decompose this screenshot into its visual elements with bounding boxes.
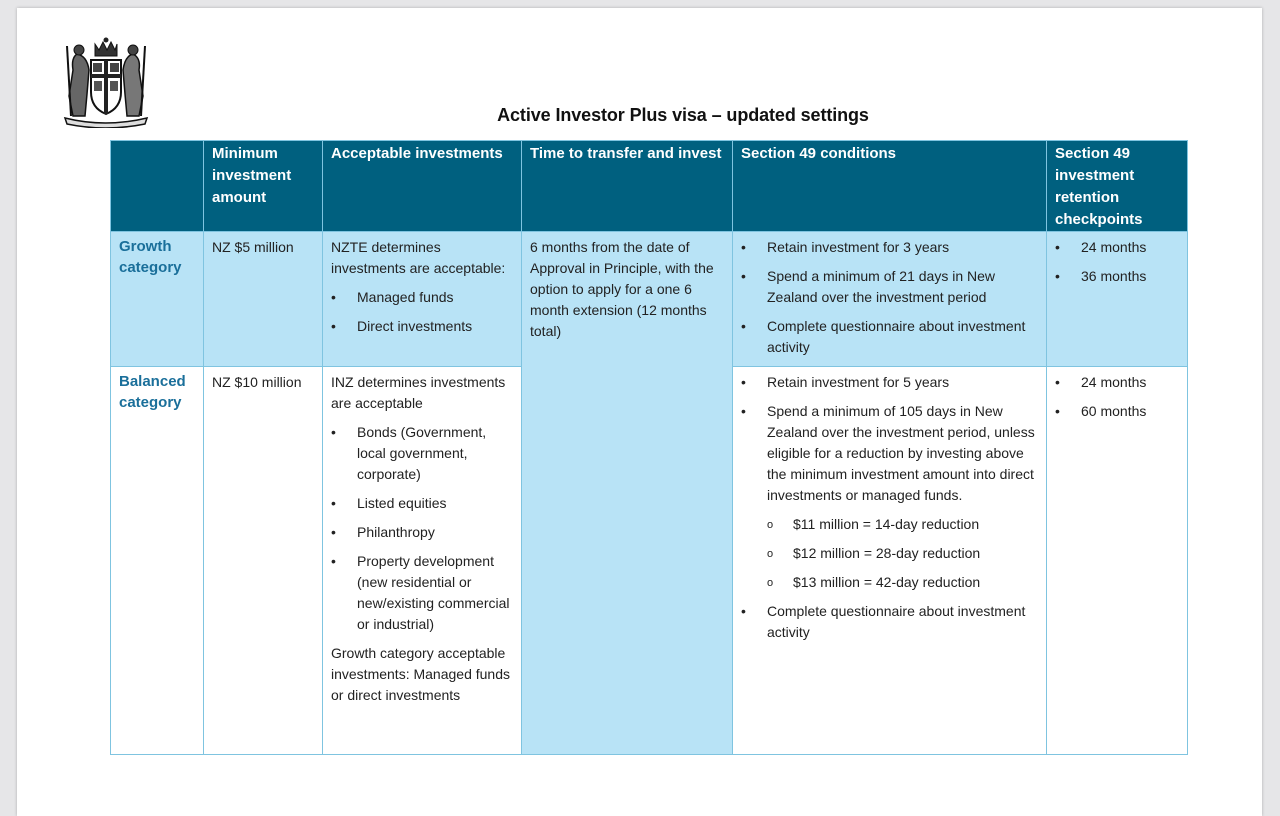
balanced-category-label: Balanced category xyxy=(111,367,204,755)
list-item: • Philanthropy xyxy=(331,522,513,543)
list-item: • Retain investment for 5 years xyxy=(741,372,1038,393)
growth-checkpoints xyxy=(1047,232,1188,367)
time-to-transfer-cell: 6 months from the date of Approval in Principle, with the option to apply for a one 6 month extension (12 months total) xyxy=(522,232,733,755)
header-acceptable-investments: Acceptable investments xyxy=(323,141,522,232)
list-item: • 24 months xyxy=(1055,372,1179,393)
header-minimum-investment: Minimum investment amount xyxy=(204,141,323,232)
header-retention-checkpoints: Section 49 investment retention checkpoints xyxy=(1047,141,1188,232)
table-row-growth xyxy=(111,232,1188,367)
list-item: o $13 million = 42-day reduction xyxy=(767,572,1038,593)
table-header-row xyxy=(111,141,1188,232)
balanced-checkpoints-list xyxy=(1055,372,1179,422)
list-item: • Bonds (Government, local government, corporate) xyxy=(331,422,513,485)
list-item: • 60 months xyxy=(1055,401,1179,422)
list-item: • Complete questionnaire about investment activity xyxy=(741,601,1038,643)
list-item: • 24 months xyxy=(1055,237,1179,258)
list-item xyxy=(741,401,1038,593)
list-item: • Managed funds xyxy=(331,287,513,308)
header-category xyxy=(111,141,204,232)
reduction-sublist xyxy=(767,514,1038,593)
growth-investments-intro: NZTE determines investments are acceptable: xyxy=(331,239,506,276)
header-time-to-transfer: Time to transfer and invest xyxy=(522,141,733,232)
balanced-conditions-list xyxy=(741,372,1038,643)
list-item: • Property development (new residential or new/existing commercial or industrial) xyxy=(331,551,513,635)
header-section-49-conditions: Section 49 conditions xyxy=(733,141,1047,232)
balanced-conditions xyxy=(733,367,1047,755)
list-item: o $11 million = 14-day reduction xyxy=(767,514,1038,535)
growth-investments-list xyxy=(331,287,513,337)
list-item: • Retain investment for 3 years xyxy=(741,237,1038,258)
growth-checkpoints-list xyxy=(1055,237,1179,287)
balanced-investments-intro: INZ determines investments are acceptable xyxy=(331,374,506,411)
list-item: • 36 months xyxy=(1055,266,1179,287)
balanced-investments-note: Growth category acceptable investments: Managed funds or direct investments xyxy=(331,645,510,703)
condition-days-text: Spend a minimum of 105 days in New Zealand over the investment period, unless eligible for a reduction by investing above the minimum investment amount into direct investments or managed funds. xyxy=(767,403,1035,503)
list-item: • Complete questionnaire about investment activity xyxy=(741,316,1038,358)
growth-acceptable-investments xyxy=(323,232,522,367)
balanced-investments-list xyxy=(331,422,513,635)
growth-conditions-list xyxy=(741,237,1038,358)
growth-minimum-amount: NZ $5 million xyxy=(204,232,323,367)
list-item: • Listed equities xyxy=(331,493,513,514)
list-item: o $12 million = 28-day reduction xyxy=(767,543,1038,564)
balanced-checkpoints xyxy=(1047,367,1188,755)
growth-conditions xyxy=(733,232,1047,367)
list-item: • Spend a minimum of 21 days in New Zealand over the investment period xyxy=(741,266,1038,308)
settings-table xyxy=(110,140,1188,755)
list-item: • Direct investments xyxy=(331,316,513,337)
growth-category-label: Growth category xyxy=(111,232,204,367)
balanced-acceptable-investments xyxy=(323,367,522,755)
balanced-minimum-amount: NZ $10 million xyxy=(204,367,323,755)
document-title: Active Investor Plus visa – updated settings xyxy=(497,105,869,125)
